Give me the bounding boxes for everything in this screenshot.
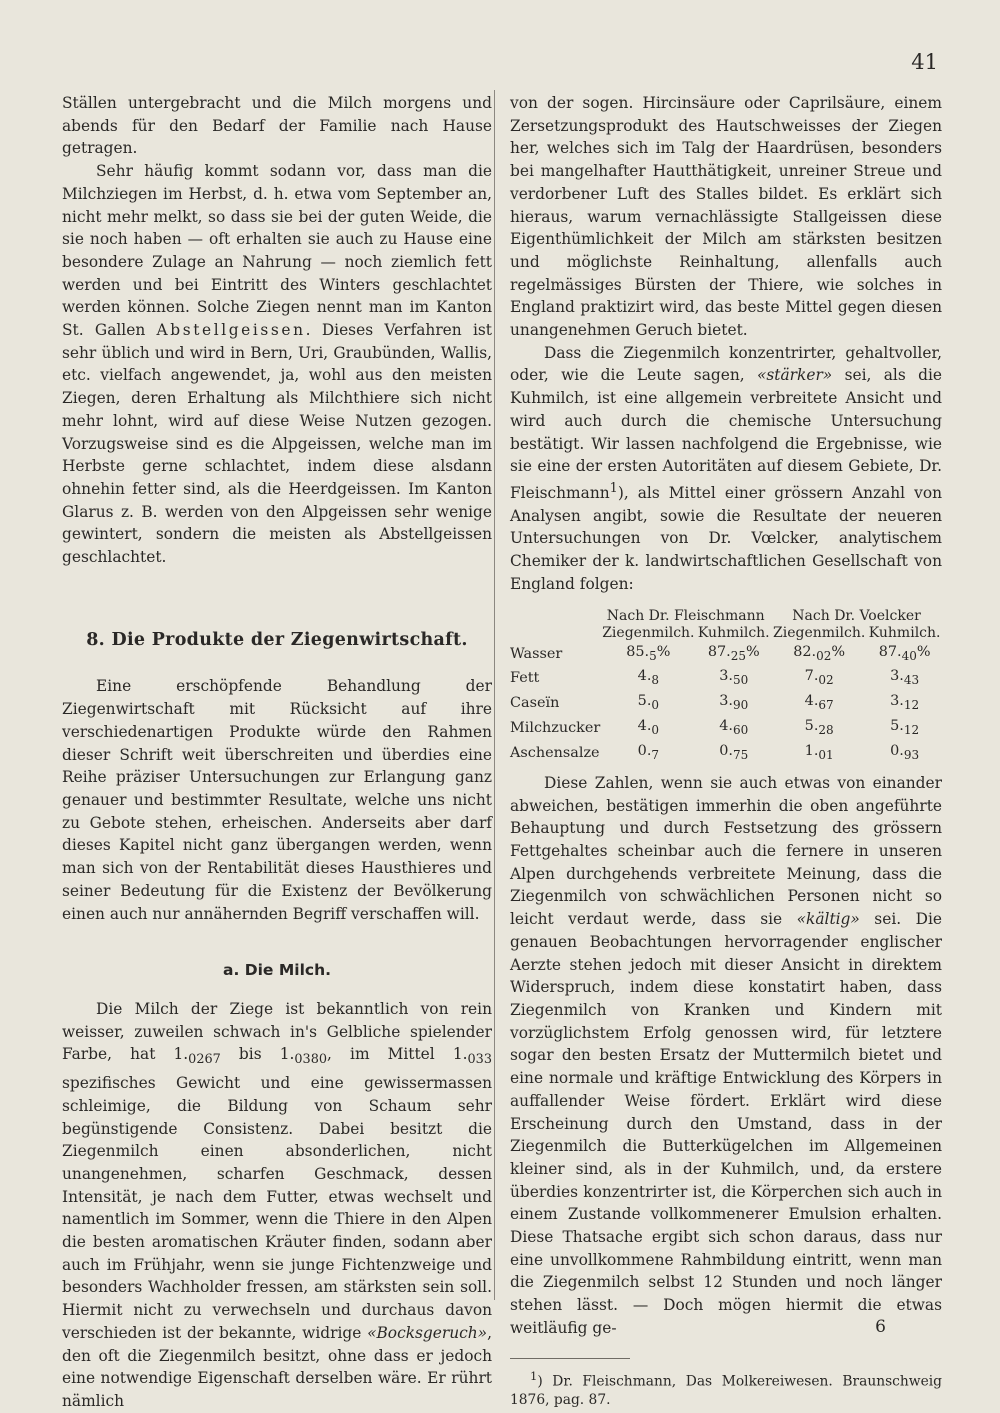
left-column xyxy=(62,92,492,1413)
row-label: Milchzucker xyxy=(510,720,601,737)
paragraph xyxy=(510,342,942,596)
table-cell: $5._{28}$ xyxy=(804,718,834,738)
paragraph xyxy=(510,772,942,1340)
table-row xyxy=(510,741,942,766)
column-header: Ziegenmilch. xyxy=(602,624,695,641)
table-cell: $1._{01}$ xyxy=(804,743,834,762)
table-cell: $4._0$ xyxy=(637,718,660,738)
table-cell: $4._{60}$ xyxy=(719,718,749,738)
table-row xyxy=(510,691,942,716)
subsection-heading: a. Die Milch. xyxy=(223,961,331,980)
row-label: Caseïn xyxy=(510,695,560,712)
section-heading: 8. Die Produkte der Ziegenwirtschaft. xyxy=(86,629,468,650)
paragraph: von der sogen. Hircinsäure oder Caprilsäure, einem Zersetzungsprodukt des Hautschweisses der Ziegen her, welches sich im Talg der Haardrüsen, besonders bei mangelhafter Hautthätigkeit, unreiner Streue und verdorbener Luft des Stalles bildet. Es erklärt sich hieraus, warum vernachlässigte Stallgeissen diese Eigenthümlichkeit der Milch am stärksten besitzen und möglichste Reinhaltung, allenfalls auch regelmässiges Bürsten der Thiere, wie solches in England praktizirt wird, das beste Mittel gegen diesen unangenehmen Geruch bietet. xyxy=(510,94,942,340)
table-cell: $3._{90}$ xyxy=(719,693,749,713)
table-row xyxy=(510,716,942,741)
text-run: sei, als die Kuhmilch, ist eine allgemein verbreitete Ansicht und wird auch durch die chemische Untersuchung bestätigt. Wir lassen nachfolgend die Ergebnisse, wie sie eine der ersten Autoritäten auf diesem Gebiete, Dr. Fleischmann xyxy=(510,366,942,503)
table-cell: $87._{25}\%$ xyxy=(707,643,760,663)
table-cell: $0._7$ xyxy=(637,743,660,762)
table-cell: $3._{12}$ xyxy=(890,693,920,713)
row-label: Aschensalze xyxy=(510,745,600,762)
column-header: Kuhmilch. xyxy=(868,624,941,641)
text-run: sei. Die genauen Beobachtungen hervorragender englischer Aerzte stehen jedoch mit dieser Ansicht in direktem Widerspruch, indem diese konstatirt haben, dass Ziegenmilch von Kranken und Kindern mit vorzüglichstem Erfolg genossen wird, für letztere sogar den besten Ersatz der Muttermilch bietet und eine normale und kräftige Entwicklung des Körpers in auffallender Weise fördert. Erklärt wird diese Erscheinung durch den Umstand, dass in der Ziegenmilch die Butterkügelchen im Allgemeinen kleiner sind, als in der Kuhmilch, und, da erstere überdies konzentrirter ist, die Körperchen sich auch in einem Zustande vollkommenerer Emulsion erhalten. Diese Thatsache ergibt sich schon daraus, dass nur eine unvollkommene Rahmbildung eintritt, wenn man die Ziegenmilch selbst 12 Stunden und noch länger stehen lässt. — Doch mögen hiermit die etwas weitläufig ge- xyxy=(510,910,942,1337)
term-abstellgeissen: Abstellgeissen xyxy=(156,321,306,340)
table-cell: $87._{40}\%$ xyxy=(878,643,931,663)
row-label: Wasser xyxy=(510,645,563,662)
table-cell: $3._{43}$ xyxy=(890,668,920,688)
table-group-header-row xyxy=(510,608,942,625)
footnote-marker: 1 xyxy=(530,1368,538,1383)
paragraph xyxy=(62,160,492,569)
specific-gravity-high: $1._{0380}$ xyxy=(279,1045,328,1068)
text-run: Diese Zahlen, wenn sie auch etwas von einander abweichen, bestätigen immerhin die oben angeführte Behauptung und durch Festsetzung des grössern Fettgehaltes scheinbar auch die fernere in unseren Alpen durchgehends verbreitete Meinung, dass die Ziegenmilch von schwächlichen Personen nicht so leicht verdaut werde, dass sie xyxy=(510,773,942,929)
paragraph: Eine erschöpfende Behandlung der Ziegenwirtschaft mit Rücksicht auf ihre verschiedenartigen Produkte würde den Rahmen dieser Schrift weit überschreiten und überdies eine Reihe präziser Untersuchungen zur Erlangung ganz genauer und bestimmter Resultate, welche uns nicht zu Gebote stehen, erheischen. Anderseits aber darf dieses Kapitel nicht ganz übergangen werden, wenn man sich von der Rentabilität dieses Hausthieres und seiner Bedeutung für die Existenz der Bevölkerung einen auch nur annähernden Begriff verschaffen will. xyxy=(62,677,492,923)
table-cell: $5._{12}$ xyxy=(890,718,920,738)
table-cell: $3._{50}$ xyxy=(719,668,749,688)
table-sub-header-row xyxy=(510,625,942,642)
milk-composition-table xyxy=(510,608,942,766)
specific-gravity-mean: $1._{033}$ xyxy=(452,1045,492,1068)
table-cell: $82._{02}\%$ xyxy=(793,643,846,663)
text-run: Dass die Ziegenmilch konzentrirter, gehaltvoller, oder, wie die Leute sagen, xyxy=(510,343,942,385)
text-run: bis xyxy=(220,1045,280,1064)
text-run: Die Milch der Ziege ist bekanntlich von rein weisser, zuweilen schwach in's Gelbliche spielender Farbe, hat xyxy=(62,999,492,1064)
column-header: Kuhmilch. xyxy=(697,624,770,641)
table-body xyxy=(510,642,942,766)
paragraph xyxy=(62,998,492,1413)
table-cell: $4._{67}$ xyxy=(804,693,834,713)
footnote-rule xyxy=(510,1358,630,1359)
column-header: Ziegenmilch. xyxy=(773,624,866,641)
text-run: ), als Mittel einer grössern Anzahl von Analysen angibt, sowie die Resultate der neueren Untersuchungen von Dr. Vœlcker, analytischem Chemiker der k. landwirtschaftlichen Gesellschaft von England folgen: xyxy=(510,484,942,593)
footnote-text: ) Dr. Fleischmann, Das Molkereiwesen. Braunschweig 1876, pag. 87. xyxy=(510,1373,942,1409)
group-header-voelcker: Nach Dr. Voelcker xyxy=(792,607,921,624)
text-run: , im Mittel xyxy=(327,1045,453,1064)
signature-mark: 6 xyxy=(875,1317,886,1337)
text-run: . Dieses Verfahren ist sehr üblich und wird in Bern, Uri, Graubünden, Wallis, etc. vielfach angewendet, ja, wohl aus den meisten Ziegen, deren Erhaltung als Milchthiere sich nicht mehr lohnt, wird auf diese Weise Nutzen gezogen. Vorzugsweise sind es die Alpgeissen, welche man im Herbste gerne schlachtet, indem diese alsdann ohnehin fetter sind, als die Heerdgeissen. Im Kanton Glarus z. B. werden von den Alpgeissen sehr wenige gewintert, sondern die meisten als Abstellgeissen geschlachtet. xyxy=(62,321,492,567)
row-label: Fett xyxy=(510,670,540,687)
footnote xyxy=(510,1367,942,1411)
table-cell: $0._{75}$ xyxy=(719,743,749,762)
specific-gravity-low: $1._{0267}$ xyxy=(173,1045,221,1068)
table-row xyxy=(510,642,942,667)
term-bocksgeruch: «Bocksgeruch» xyxy=(367,1323,488,1342)
footnote-ref[interactable]: 1 xyxy=(609,480,618,496)
table-row xyxy=(510,666,942,691)
text-run: Sehr häufig kommt sodann vor, dass man die Milchziegen im Herbst, d. h. etwa vom September an, nicht mehr melkt, so dass sie bei der guten Weide, die sie noch haben — oft erhalten sie auch zu Hause eine besondere Zulage an Nahrung — noch ziemlich fett werden und bei Eintritt des Winters geschlachtet werden können. Solche Ziegen nennt man im Kanton St. Gallen xyxy=(62,162,492,340)
term-staerker: «stärker» xyxy=(756,366,833,385)
page-number: 41 xyxy=(911,50,938,74)
text-run: spezifisches Gewicht und eine gewissermassen schleimige, die Bildung von Schaum sehr begünstigende Consistenz. Dabei besitzt die Ziegenmilch einen absonderlichen, nicht unangenehmen, scharfen Geschmack, dessen Intensität, je nach dem Futter, etwas wechselt und namentlich im Sommer, wenn die Thiere in den Alpen die besten aromatischen Kräuter finden, sodann aber auch im Frühjahr, wenn sie junge Fichtenzweige und besonders Wachholder fressen, am stärksten sein soll. Hiermit nicht zu verwechseln und durchaus davon verschieden ist der bekannte, widrige xyxy=(62,1074,492,1342)
group-header-fleischmann: Nach Dr. Fleischmann xyxy=(606,607,765,624)
right-column xyxy=(510,92,942,1410)
table-cell: $7._{02}$ xyxy=(804,668,834,688)
column-divider xyxy=(494,90,495,1300)
table-cell: $0._{93}$ xyxy=(890,743,920,762)
paragraph: Ställen untergebracht und die Milch morgens und abends für den Bedarf der Familie nach Hause getragen. xyxy=(62,94,492,158)
term-kaeltig: «kältig» xyxy=(796,910,860,929)
table-cell: $85._5\%$ xyxy=(626,643,671,663)
table-cell: $4._8$ xyxy=(637,668,660,688)
table-cell: $5._0$ xyxy=(637,693,660,713)
text-run: , den oft die Ziegenmilch besitzt, ohne dass er jedoch eine notwendige Eigenschaft derselben wäre. Er rührt nämlich xyxy=(62,1323,492,1410)
